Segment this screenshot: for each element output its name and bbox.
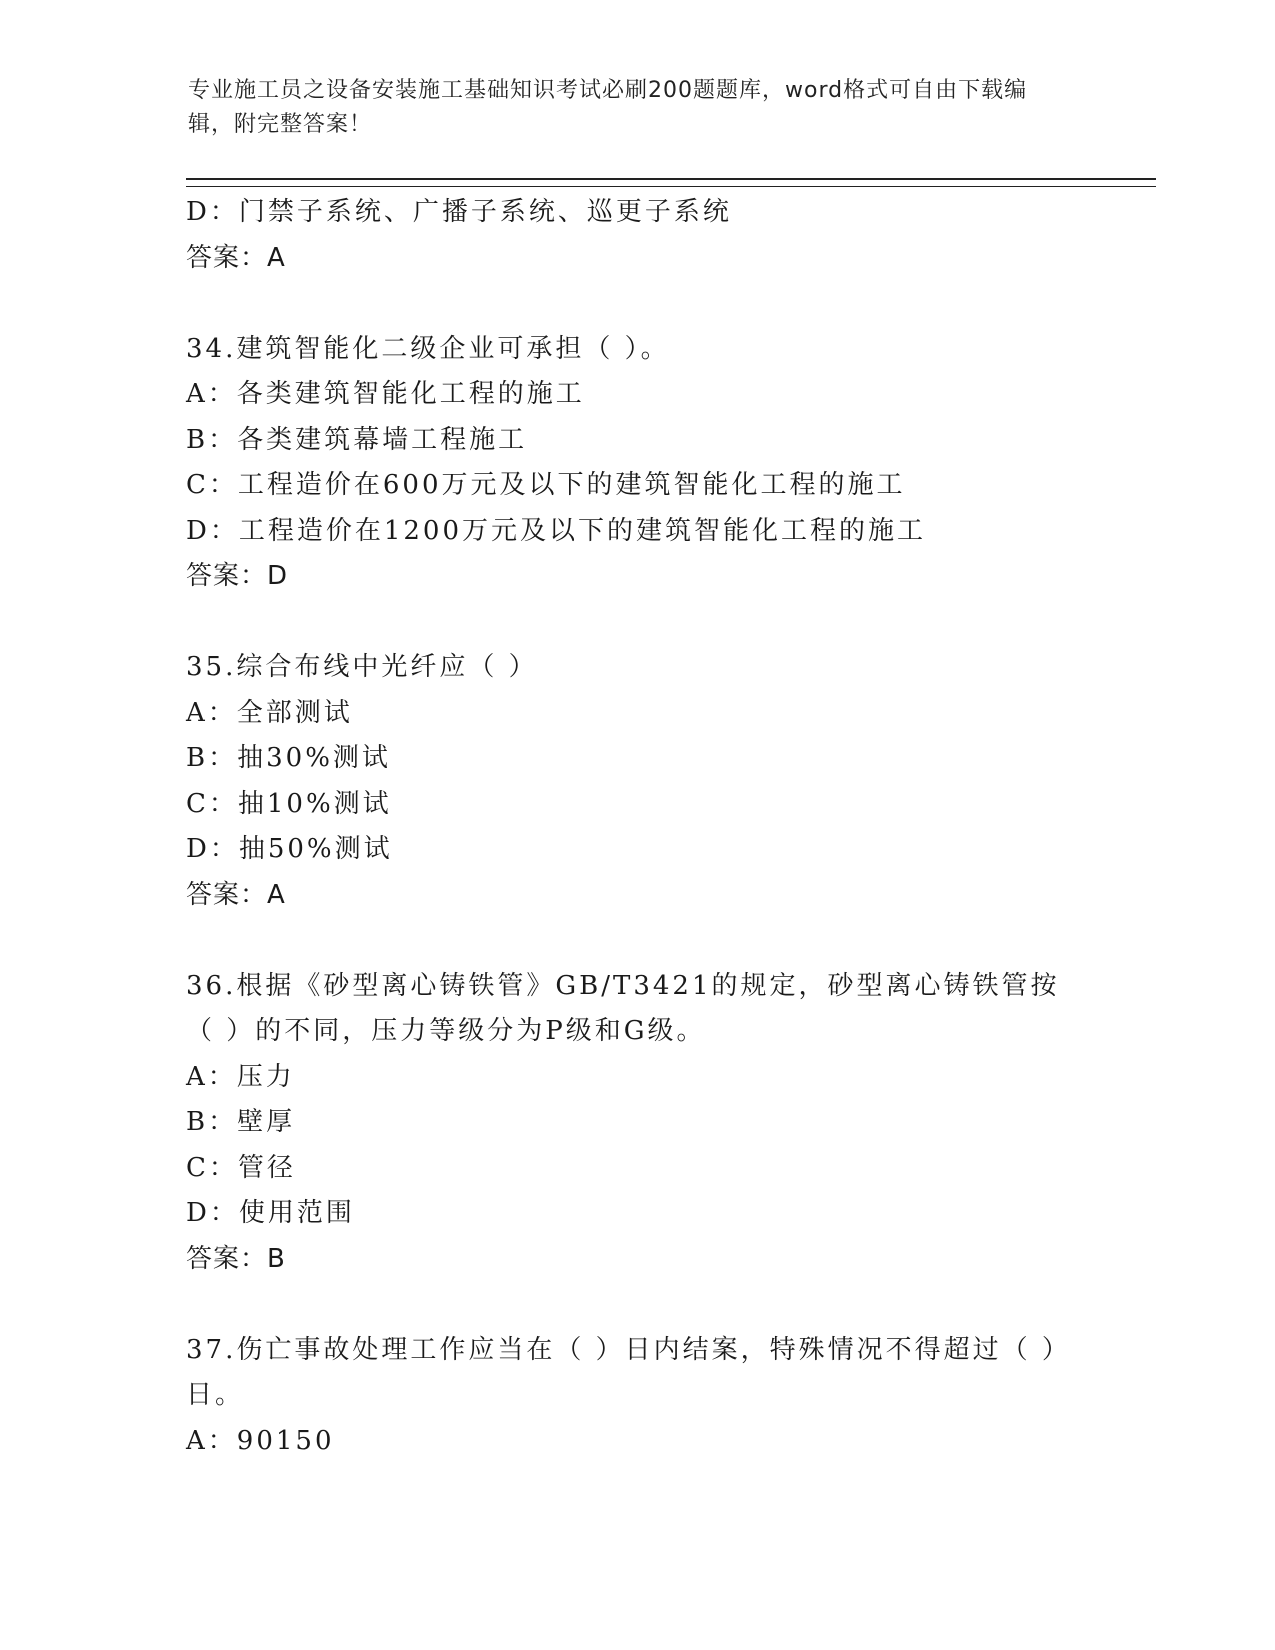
spacer xyxy=(186,918,1076,964)
answer-line: 答案：B xyxy=(186,1243,286,1274)
answer-line: 答案：D xyxy=(186,561,289,591)
option-c: C：抽10%测试 xyxy=(186,788,392,819)
question-block xyxy=(186,327,1076,600)
option-a: A：各类建筑智能化工程的施工 xyxy=(186,379,585,409)
question-stem: 36.根据《砂型离心铸铁管》GB/T3421的规定，砂型离心铸铁管按（ ）的不同，压力等级分为P级和G级。 xyxy=(186,970,1060,1046)
option-d: D：抽50%测试 xyxy=(186,834,393,864)
question-stem: 34.建筑智能化二级企业可承担（ ）。 xyxy=(186,333,670,364)
question-block xyxy=(186,964,1076,1283)
option-d: D：使用范围 xyxy=(186,1198,355,1228)
option-b: B：抽30%测试 xyxy=(186,743,391,773)
question-block xyxy=(186,190,1076,281)
header-divider xyxy=(186,178,1156,187)
option-a: A：压力 xyxy=(186,1061,295,1092)
spacer xyxy=(186,1282,1076,1328)
option-a: A：全部测试 xyxy=(186,697,353,728)
page-header-title: 专业施工员之设备安装施工基础知识考试必刷200题题库，word格式可自由下载编辑，附完整答案！ xyxy=(188,78,1028,137)
option-a: A：90150 xyxy=(186,1425,335,1456)
question-stem: 37.伤亡事故处理工作应当在（ ）日内结案，特殊情况不得超过（ ）日。 xyxy=(186,1334,1071,1410)
option-b: B：各类建筑幕墙工程施工 xyxy=(186,424,528,455)
option-b: B：壁厚 xyxy=(186,1107,296,1137)
question-block xyxy=(186,645,1076,918)
question-stem: 35.综合布线中光纤应（ ） xyxy=(186,652,538,682)
question-list xyxy=(186,190,1076,1464)
answer-line: 答案：A xyxy=(186,242,286,273)
option-c: C：管径 xyxy=(186,1152,296,1183)
answer-line: 答案：A xyxy=(186,879,286,910)
spacer xyxy=(186,281,1076,327)
option-d: D：工程造价在1200万元及以下的建筑智能化工程的施工 xyxy=(186,515,927,546)
question-block xyxy=(186,1328,1076,1465)
option-c: C：工程造价在600万元及以下的建筑智能化工程的施工 xyxy=(186,470,906,500)
spacer xyxy=(186,600,1076,646)
option-d: D：门禁子系统、广播子系统、巡更子系统 xyxy=(186,197,732,227)
